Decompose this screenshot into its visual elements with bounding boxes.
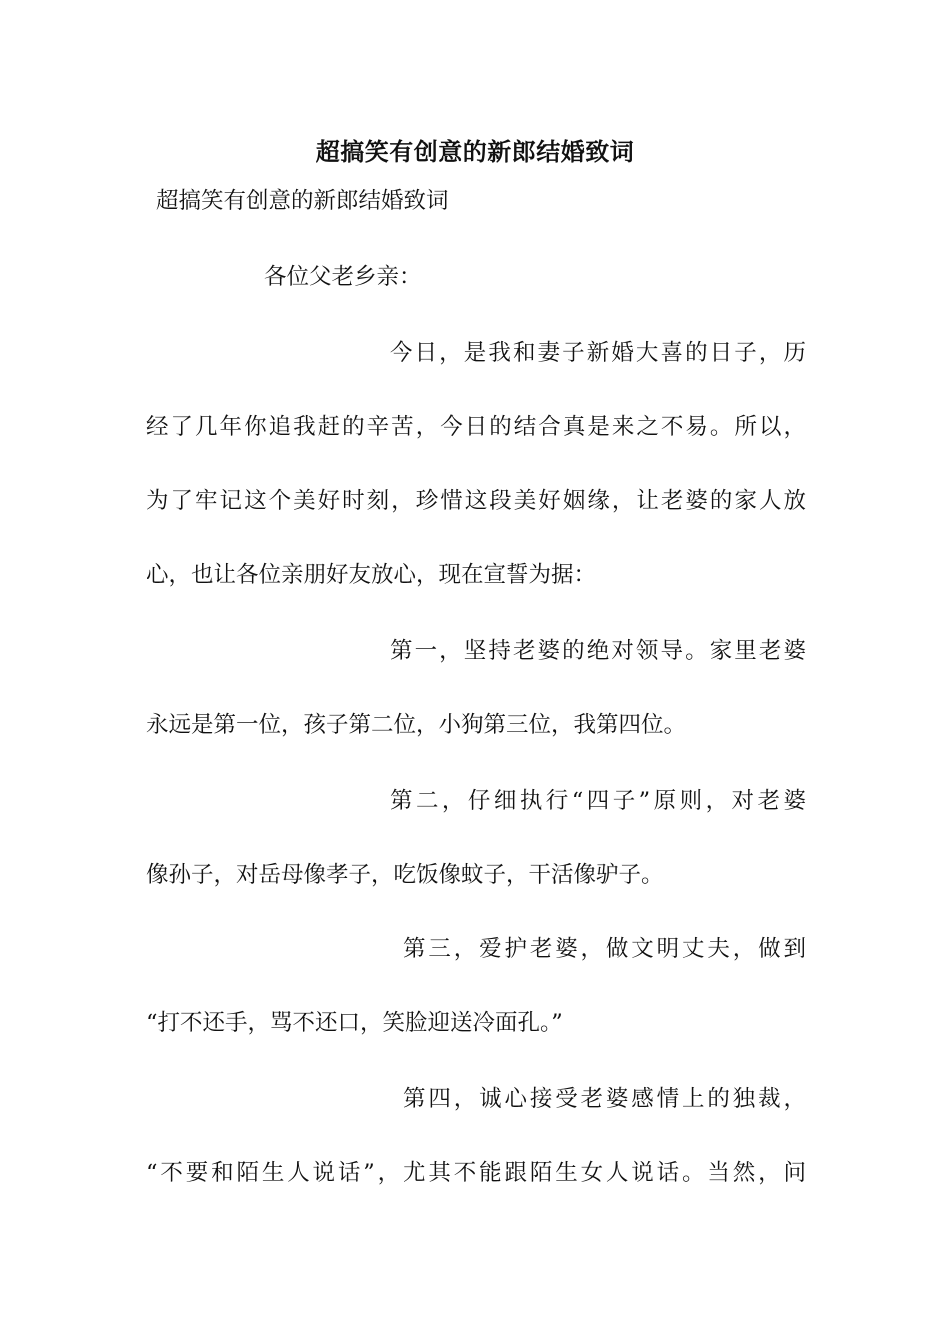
- salutation: 各位父老乡亲：: [264, 264, 422, 290]
- paragraph-line: 第三，爱护老婆，做文明丈夫，做到: [403, 936, 806, 962]
- document-title: 超搞笑有创意的新郎结婚致词: [315, 137, 635, 166]
- paragraph-line: 第二，仔细执行“四子”原则，对老婆: [390, 788, 806, 814]
- paragraph-line: 永远是第一位，孩子第二位，小狗第三位，我第四位。: [146, 712, 687, 738]
- paragraph-line: 第四，诚心接受老婆感情上的独裁，: [403, 1086, 806, 1112]
- paragraph-line: “打不还手，骂不还口，笑脸迎送冷面孔。”: [146, 1010, 563, 1036]
- paragraph-line: 为了牢记这个美好时刻，珍惜这段美好姻缘，让老婆的家人放: [146, 488, 806, 514]
- paragraph-line: 第一，坚持老婆的绝对领导。家里老婆: [390, 638, 806, 664]
- paragraph-line: 今日，是我和妻子新婚大喜的日子，历: [390, 340, 806, 366]
- document-subtitle: 超搞笑有创意的新郎结婚致词: [156, 188, 449, 214]
- paragraph-line: 像孙子，对岳母像孝子，吃饭像蚊子，干活像驴子。: [146, 862, 664, 888]
- paragraph-line: “不要和陌生人说话”，尤其不能跟陌生女人说话。当然，问: [146, 1160, 806, 1186]
- paragraph-line: 经了几年你追我赶的辛苦，今日的结合真是来之不易。所以，: [146, 414, 806, 440]
- paragraph-line: 心，也让各位亲朋好友放心，现在宣誓为据：: [146, 562, 597, 588]
